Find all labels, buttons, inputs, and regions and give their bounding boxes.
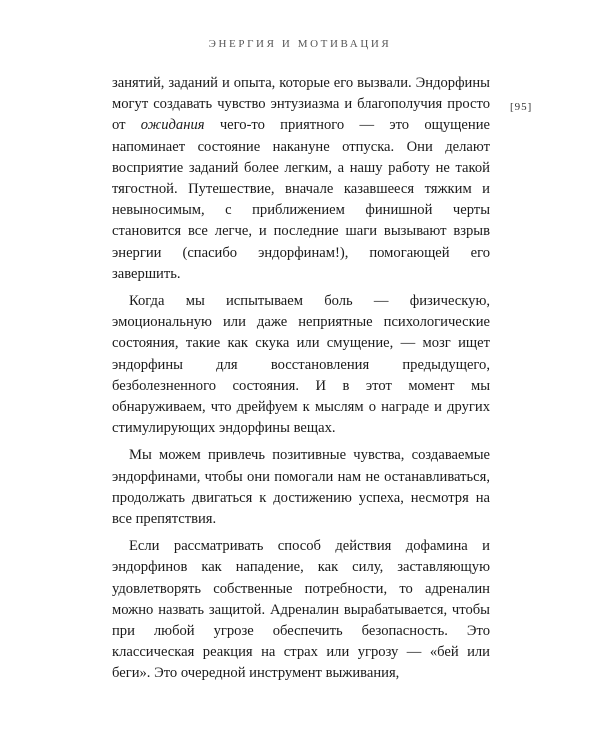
page-body [112,73,490,691]
paragraph-1 [112,73,490,285]
page-number: [95] [510,101,533,113]
paragraph-1-text-end: чего-то приятного — это ощущение напоминает состояние накануне отпуска. Они делают восприятие заданий более легким, а нашу работу не такой тягостной. Путешествие, вначале казавшееся тяжким и невыносимым, с приближением финишной черты становится все легче, и последние шаги вызывают взрыв энергии (спасибо эндорфинам!), помогающей его завершить. [112,117,490,282]
paragraph-2: Когда мы испытываем боль — физическую, эмоциональную или даже неприятные психологические состояния, такие как скука или смущение, — мозг ищет эндорфины для восстановления предыдущего, безболезненного состояния. И в этот момент мы обнаруживаем, что дрейфуем к мыслям о награде и других стимулирующих эндорфины вещах. [112,293,490,437]
emphasized-word: ожидания [140,117,205,134]
paragraph-4: Если рассматривать способ действия дофамина и эндорфинов как нападение, как силу, заставляющую удовлетворять собственные потребности, то адреналин можно назвать защитой. Адреналин вырабатывается, чтобы при любой угрозе обеспечить безопасность. Это классическая реакция на страх или угрозу — «бей или беги». Это очередной инструмент выживания, [112,538,490,682]
paragraph-3: Мы можем привлечь позитивные чувства, создаваемые эндорфинами, чтобы они помогали нам не останавливаться, продолжать двигаться к достижению успеха, несмотря на все препятствия. [112,447,490,528]
running-head: ЭНЕРГИЯ И МОТИВАЦИЯ [208,38,392,50]
paragraph-1-text-start: занятий, заданий и опыта, которые его вызвали. Эндорфины могут создавать чувство энтузиазма и благополучия просто от [112,75,490,134]
